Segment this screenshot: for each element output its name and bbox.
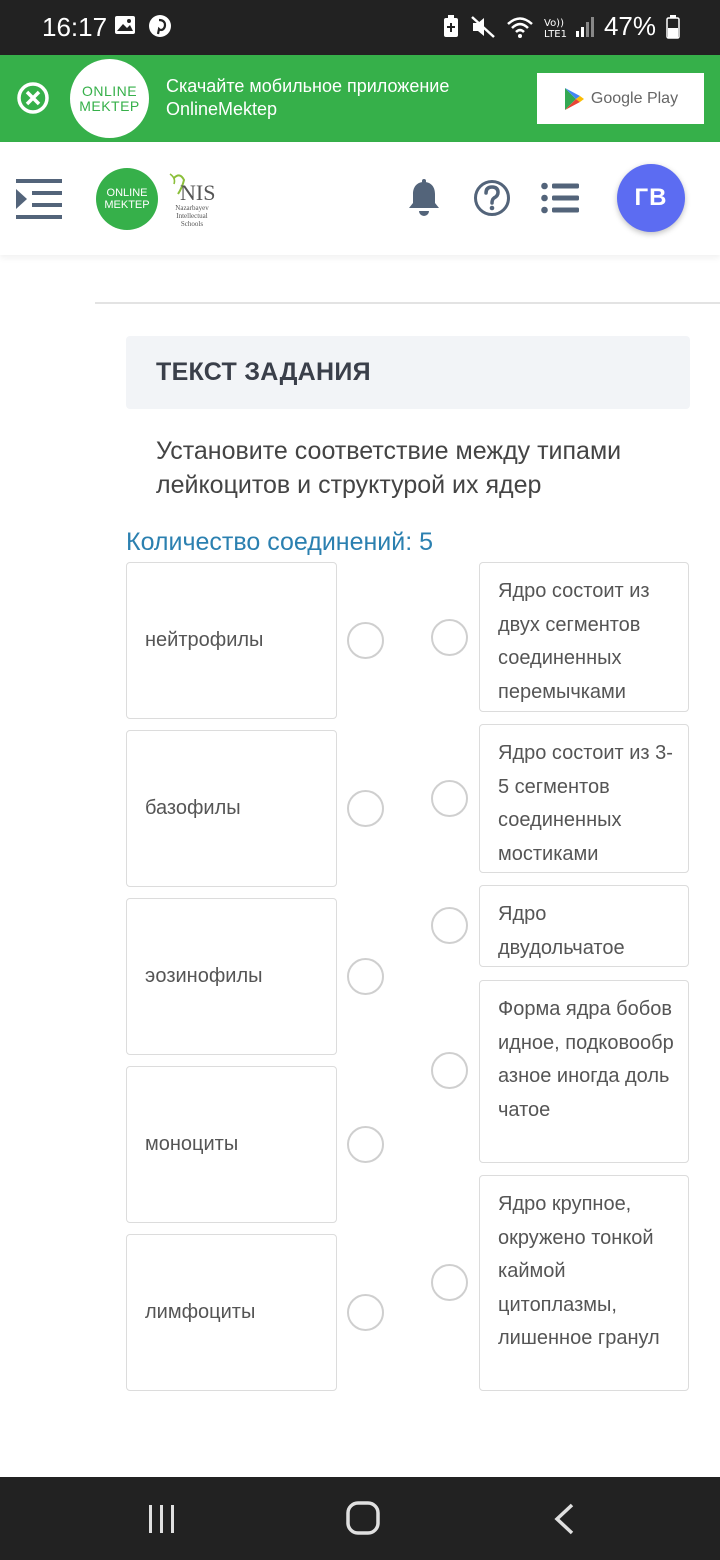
left-match-card[interactable] bbox=[126, 730, 337, 887]
left-connector-radio[interactable] bbox=[347, 1294, 384, 1331]
right-match-label: Ядро состоит из 3-5 сегментов соединенных мостиками bbox=[498, 742, 673, 865]
task-heading-box bbox=[126, 336, 690, 409]
gallery-icon bbox=[114, 14, 136, 36]
left-match-card[interactable] bbox=[126, 1234, 337, 1391]
banner-message bbox=[166, 75, 449, 121]
notifications-bell-icon[interactable] bbox=[406, 179, 442, 217]
status-bar bbox=[0, 0, 720, 55]
left-match-label: базофилы bbox=[145, 797, 241, 819]
recent-apps-icon[interactable] bbox=[147, 1504, 177, 1534]
right-connector-radio[interactable] bbox=[431, 1264, 468, 1301]
google-play-button[interactable] bbox=[537, 73, 704, 124]
home-icon[interactable] bbox=[346, 1501, 380, 1535]
left-connector-radio[interactable] bbox=[347, 958, 384, 995]
menu-toggle-icon[interactable] bbox=[16, 178, 62, 220]
banner-text-line-1: Скачайте мобильное приложение bbox=[166, 76, 450, 96]
status-time: 16:17 bbox=[42, 12, 108, 42]
wifi-icon bbox=[506, 15, 534, 39]
left-connector-radio[interactable] bbox=[347, 622, 384, 659]
right-match-label: Ядро состоит из двух сегментов соединенных перемычками bbox=[498, 580, 650, 703]
lte-signal-icon bbox=[544, 15, 594, 39]
left-connector-radio[interactable] bbox=[347, 1126, 384, 1163]
connections-count: Количество соединений: 5 bbox=[126, 528, 434, 556]
right-match-label: Форма ядра бобовидное, подковообразное иногда дольчатое bbox=[498, 998, 674, 1121]
right-connector-radio[interactable] bbox=[431, 907, 468, 944]
svg-text:LTE1: LTE1 bbox=[543, 28, 567, 39]
mute-icon bbox=[470, 15, 496, 39]
onlinemektep-logo bbox=[70, 59, 149, 138]
google-play-label: Google Play bbox=[590, 89, 679, 107]
pinterest-icon bbox=[148, 14, 172, 38]
banner-text-line-2: OnlineMektep bbox=[166, 99, 278, 119]
left-match-card[interactable] bbox=[126, 898, 337, 1055]
task-list-icon[interactable] bbox=[541, 182, 579, 214]
logo-line-1: ONLINE bbox=[81, 82, 138, 99]
battery-saver-icon bbox=[442, 15, 460, 39]
header-logo-line-2: MEKTEP bbox=[104, 199, 150, 211]
battery-percent: 47% bbox=[603, 11, 656, 41]
status-right-icons bbox=[442, 11, 680, 42]
right-match-card[interactable] bbox=[479, 1175, 689, 1391]
task-heading: ТЕКСТ ЗАДАНИЯ bbox=[156, 358, 371, 386]
nis-title: NIS bbox=[180, 180, 216, 205]
status-left-icons bbox=[114, 14, 172, 38]
right-match-card[interactable] bbox=[479, 724, 689, 873]
left-match-label: нейтрофилы bbox=[145, 629, 264, 651]
header-logo-line-1: ONLINE bbox=[106, 187, 148, 199]
left-match-label: моноциты bbox=[145, 1133, 239, 1155]
app-header bbox=[0, 142, 720, 255]
content-divider bbox=[95, 302, 720, 304]
system-navigation-bar bbox=[0, 1477, 720, 1560]
close-banner-icon[interactable] bbox=[16, 81, 50, 115]
left-match-card[interactable] bbox=[126, 562, 337, 719]
right-match-label: Ядро двудольчатое bbox=[498, 903, 625, 959]
question-text: Установите соответствие между типами лейкоцитов и структурой их ядер bbox=[156, 437, 622, 499]
right-match-card[interactable] bbox=[479, 885, 689, 967]
right-match-label: Ядро крупное, окружено тонкой каймой цитоплазмы, лишенное гранул bbox=[498, 1193, 660, 1350]
header-onlinemektep-logo[interactable] bbox=[96, 168, 158, 230]
help-question-icon[interactable] bbox=[473, 179, 511, 217]
svg-text:Vo)): Vo)) bbox=[543, 17, 564, 29]
logo-line-2: MEKTEP bbox=[79, 97, 140, 114]
user-avatar[interactable]: ГВ bbox=[617, 164, 685, 232]
left-match-label: эозинофилы bbox=[145, 965, 263, 987]
left-connector-radio[interactable] bbox=[347, 790, 384, 827]
right-connector-radio[interactable] bbox=[431, 1052, 468, 1089]
app-download-banner bbox=[0, 55, 720, 142]
right-connector-radio[interactable] bbox=[431, 619, 468, 656]
right-match-card[interactable] bbox=[479, 562, 689, 712]
nis-subtitle: Nazarbayev Intellectual Schools bbox=[175, 204, 209, 228]
battery-icon bbox=[666, 15, 680, 39]
back-icon[interactable] bbox=[553, 1503, 575, 1535]
google-play-icon bbox=[563, 87, 585, 111]
right-connector-radio[interactable] bbox=[431, 780, 468, 817]
left-match-card[interactable] bbox=[126, 1066, 337, 1223]
right-match-card[interactable] bbox=[479, 980, 689, 1163]
left-match-label: лимфоциты bbox=[145, 1301, 256, 1323]
